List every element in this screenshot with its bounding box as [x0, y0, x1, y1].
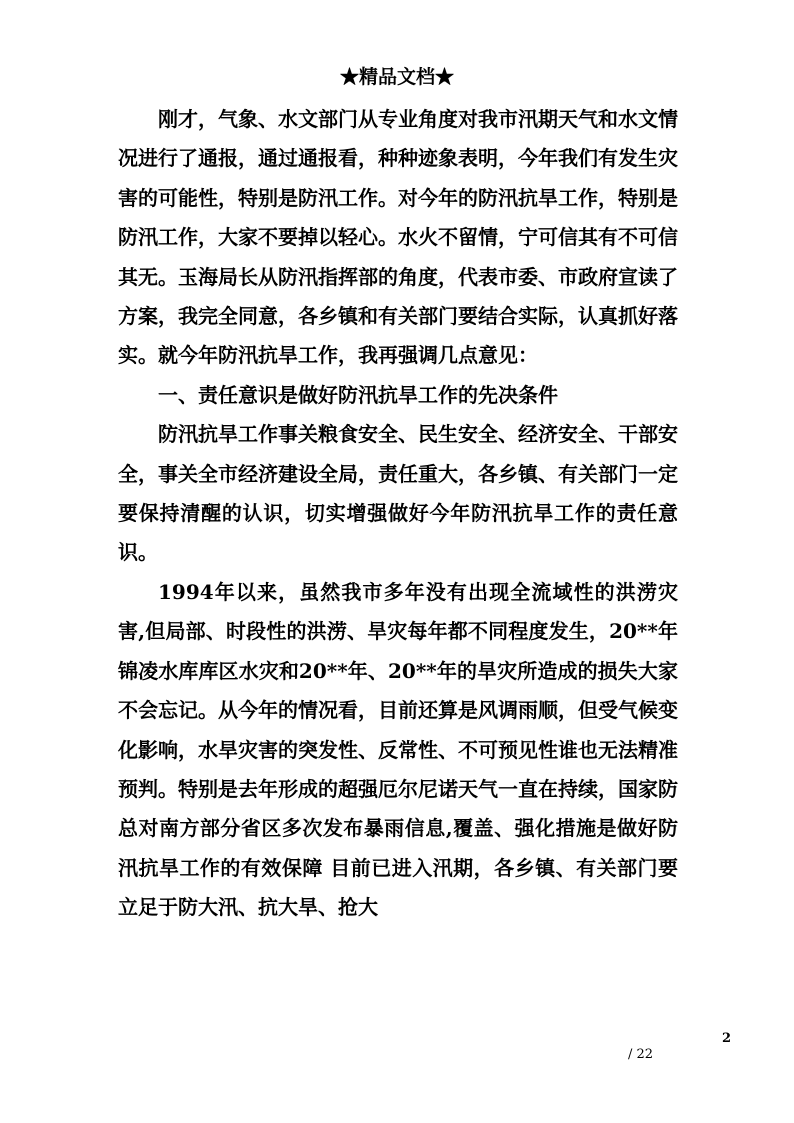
- document-header-title: ★精品文档★: [339, 66, 454, 88]
- paragraph-responsibility: 防汛抗旱工作事关粮食安全、民生安全、经济安全、干部安全，事关全市经济建设全局，责任重大，各乡镇、有关部门一定要保持清醒的认识，切实增强做好今年防汛抗旱工作的责任意识。: [118, 422, 678, 565]
- page-number: 2: [722, 1031, 732, 1046]
- page-total: / 22: [628, 1047, 654, 1062]
- paragraph-history: 1994年以来，虽然我市多年没有出现全流域性的洪涝灾害,但局部、时段性的洪涝、旱灾每年都不同程度发生，20**年锦凌水库库区水灾和20**年、20**年的旱灾所造成的损失大家不会忘记。从今年的情况看，目前还算是风调雨顺，但受气候变化影响，水旱灾害的突发性、反常性、不可预见性谁也无法精准预判。特别是去年形成的超强厄尔尼诺天气一直在持续，国家防总对南方部分省区多次发布暴雨信息,覆盖、强化措施是做好防汛抗旱工作的有效保障 目前已进入汛期，各乡镇、有关部门要立足于防大汛、抗大旱、抢大: [118, 579, 678, 920]
- paragraph-intro: 刚才，气象、水文部门从专业角度对我市汛期天气和水文情况进行了通报，通过通报看，种种迹象表明，今年我们有发生灾害的可能性，特别是防汛工作。对今年的防汛抗旱工作，特别是防汛工作，大家不要掉以轻心。水火不留情，宁可信其有不可信其无。玉海局长从防汛指挥部的角度，代表市委、市政府宣读了方案，我完全同意，各乡镇和有关部门要结合实际，认真抓好落实。就今年防汛抗旱工作，我再强调几点意见：: [118, 107, 678, 368]
- document-body: [118, 100, 678, 928]
- section-heading: 一、责任意识是做好防汛抗旱工作的先决条件: [158, 382, 558, 407]
